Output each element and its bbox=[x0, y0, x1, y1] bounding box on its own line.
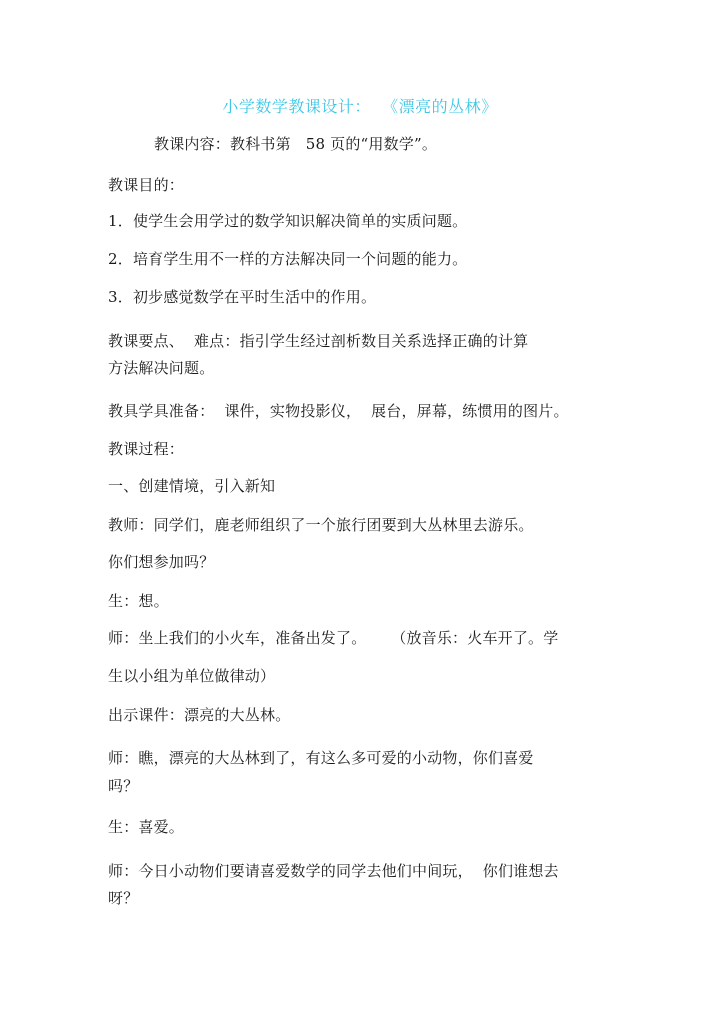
teaching-content-line: 教课内容：教科书第 58 页的“用数学”。 bbox=[154, 135, 438, 153]
goal-item-2: 2．培育学生用不一样的方法解决同一个问题的能力。 bbox=[108, 250, 468, 268]
dialogue-line: 你们想参加吗？ bbox=[108, 553, 215, 571]
dialogue-line: 出示课件：漂亮的大丛林。 bbox=[108, 706, 291, 724]
dialogue-line: 生以小组为单位做律动） bbox=[108, 667, 276, 685]
dialogue-line: 生：喜爱。 bbox=[108, 818, 185, 836]
goal-item-3: 3．初步感觉数学在平时生活中的作用。 bbox=[108, 288, 377, 306]
dialogue-line: 呀？ bbox=[108, 889, 139, 907]
materials-line: 教具学具准备： 课件，实物投影仪， 展台，屏幕，练惯用的图片。 bbox=[108, 402, 569, 420]
dialogue-line: 生：想。 bbox=[108, 592, 169, 610]
teaching-goal-heading: 教课目的： bbox=[108, 176, 185, 194]
key-points-line-cont: 方法解决问题。 bbox=[108, 359, 215, 377]
process-heading: 教课过程： bbox=[108, 440, 185, 458]
section-1-heading: 一、创建情境，引入新知 bbox=[108, 477, 276, 495]
document-title: 小学数学教课设计： 《漂亮的丛林》 bbox=[222, 97, 498, 116]
dialogue-line: 师：瞧，漂亮的大丛林到了，有这么多可爱的小动物，你们喜爱 bbox=[108, 749, 534, 767]
dialogue-line: 师：坐上我们的小火车，准备出发了。 （放音乐：火车开了。学 bbox=[108, 629, 559, 647]
goal-item-1: 1．使学生会用学过的数学知识解决简单的实质问题。 bbox=[108, 212, 468, 230]
key-points-line: 教课要点、 难点：指引学生经过剖析数目关系选择正确的计算 bbox=[108, 332, 529, 350]
dialogue-line: 师：今日小动物们要请喜爱数学的同学去他们中间玩， 你们谁想去 bbox=[108, 862, 559, 880]
dialogue-line: 教师：同学们，鹿老师组织了一个旅行团要到大丛林里去游乐。 bbox=[108, 516, 534, 534]
dialogue-line: 吗？ bbox=[108, 777, 139, 795]
